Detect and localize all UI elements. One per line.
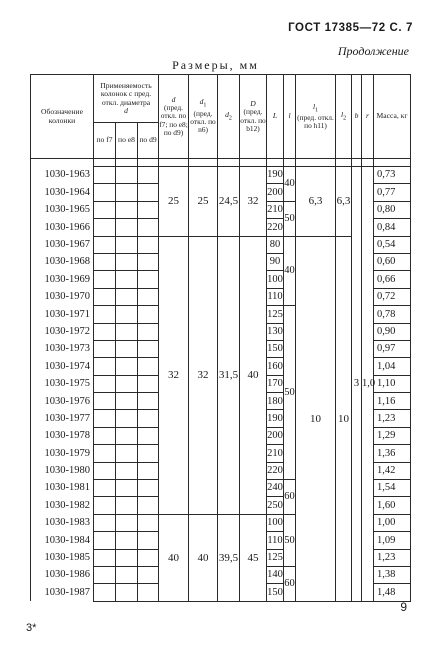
row-designation: 1030-1967 [31, 236, 94, 253]
col-d2-sub: 2 [228, 115, 232, 122]
cell-d9 [138, 201, 159, 218]
row-L: 190 [267, 167, 284, 184]
row-L: 125 [267, 306, 284, 323]
group1-d1: 25 [189, 167, 218, 237]
l-value: 60 [284, 566, 296, 601]
cell-f7 [94, 306, 116, 323]
common-r: 1,0 [362, 167, 374, 602]
row-designation: 1030-1979 [31, 445, 94, 462]
row-mass: 0,60 [374, 253, 411, 270]
group1-l2: 6,3 [336, 167, 352, 237]
col-d [159, 75, 189, 159]
cell-f7 [94, 532, 116, 549]
cell-e8 [116, 271, 138, 288]
row-designation: 1030-1984 [31, 532, 94, 549]
col-D-note: (пред. откл. по b12) [240, 107, 266, 133]
page-number: 9 [400, 600, 407, 614]
cell-e8 [116, 584, 138, 601]
cell-d9 [138, 497, 159, 514]
row-mass: 0,66 [374, 271, 411, 288]
cell-d9 [138, 410, 159, 427]
row-designation: 1030-1987 [31, 584, 94, 601]
col-applicability [94, 75, 159, 123]
cell-d9 [138, 219, 159, 236]
row-L: 140 [267, 566, 284, 583]
row-mass: 0,97 [374, 340, 411, 357]
row-L: 250 [267, 497, 284, 514]
row-designation: 1030-1971 [31, 306, 94, 323]
row-designation: 1030-1970 [31, 288, 94, 305]
col-sub-d9: по d9 [138, 123, 159, 159]
row-L: 210 [267, 445, 284, 462]
row-designation: 1030-1974 [31, 358, 94, 375]
footer-mark: 3* [26, 622, 37, 634]
row-designation: 1030-1982 [31, 497, 94, 514]
cell-d9 [138, 480, 159, 497]
col-d-symbol: d [171, 94, 176, 104]
row-L: 160 [267, 358, 284, 375]
cell-f7 [94, 410, 116, 427]
l-value: 40 [284, 236, 296, 306]
row-L: 180 [267, 393, 284, 410]
cell-e8 [116, 184, 138, 201]
cell-f7 [94, 201, 116, 218]
row-designation: 1030-1973 [31, 340, 94, 357]
row-designation: 1030-1972 [31, 323, 94, 340]
row-designation: 1030-1985 [31, 549, 94, 566]
row-L: 150 [267, 584, 284, 601]
row-L: 110 [267, 288, 284, 305]
cell-e8 [116, 219, 138, 236]
row-mass: 0,78 [374, 306, 411, 323]
col-r [362, 75, 374, 159]
row-mass: 0,73 [374, 167, 411, 184]
cell-e8 [116, 462, 138, 479]
cell-d9 [138, 271, 159, 288]
cell-d9 [138, 306, 159, 323]
col-designation: Обозначение колонки [31, 75, 94, 159]
cell-e8 [116, 236, 138, 253]
cell-f7 [94, 375, 116, 392]
col-mass: Масса, кг [374, 75, 411, 159]
common-l2: 10 [336, 236, 352, 601]
col-L [267, 75, 284, 159]
row-mass: 1,60 [374, 497, 411, 514]
cell-f7 [94, 462, 116, 479]
l-value: 60 [284, 480, 296, 515]
row-mass: 0,90 [374, 323, 411, 340]
row-designation: 1030-1983 [31, 514, 94, 531]
cell-f7 [94, 167, 116, 184]
row-designation: 1030-1968 [31, 253, 94, 270]
col-d-note: (пред. откл. по f7; по e8; по d9) [159, 102, 188, 138]
cell-e8 [116, 497, 138, 514]
group1-d: 25 [159, 167, 189, 237]
cell-f7 [94, 549, 116, 566]
row-mass: 0,77 [374, 184, 411, 201]
group3-d2: 39,5 [218, 514, 240, 601]
cell-e8 [116, 566, 138, 583]
row-mass: 1,10 [374, 375, 411, 392]
col-d2 [218, 75, 240, 159]
row-designation: 1030-1975 [31, 375, 94, 392]
row-L: 100 [267, 514, 284, 531]
cell-e8 [116, 253, 138, 270]
col-d1-note: (пред. откл. по n6) [190, 108, 216, 135]
continuation-note: Продолжение [337, 44, 409, 58]
row-designation: 1030-1980 [31, 462, 94, 479]
group2-D: 40 [240, 236, 267, 514]
cell-d9 [138, 253, 159, 270]
cell-e8 [116, 427, 138, 444]
cell-e8 [116, 375, 138, 392]
cell-d9 [138, 462, 159, 479]
group3-d: 40 [159, 514, 189, 601]
table-title: Размеры, мм [172, 58, 259, 72]
row-designation: 1030-1976 [31, 393, 94, 410]
row-mass: 1,23 [374, 549, 411, 566]
group2-d2: 31,5 [218, 236, 240, 514]
col-b-symbol: b [354, 111, 359, 121]
col-l1-symbol: l [312, 101, 316, 111]
col-l2 [336, 75, 352, 159]
col-d1 [189, 75, 218, 159]
cell-f7 [94, 497, 116, 514]
row-designation: 1030-1966 [31, 219, 94, 236]
col-l1 [296, 75, 336, 159]
cell-d9 [138, 549, 159, 566]
cell-e8 [116, 288, 138, 305]
cell-f7 [94, 236, 116, 253]
col-d2-symbol: d [225, 109, 229, 119]
row-L: 220 [267, 462, 284, 479]
col-applicability-label: Применяемость колонок с пред. откл. диаметра [100, 80, 152, 107]
cell-d9 [138, 288, 159, 305]
col-d1-sub: 1 [203, 102, 207, 109]
l-value: 40 [284, 167, 296, 202]
cell-f7 [94, 358, 116, 375]
cell-d9 [138, 427, 159, 444]
group2-d: 32 [159, 236, 189, 514]
col-D-symbol: D [250, 98, 256, 108]
cell-f7 [94, 445, 116, 462]
row-L: 110 [267, 532, 284, 549]
cell-f7 [94, 514, 116, 531]
col-l1-note: (пред. откл. по h11) [297, 112, 334, 131]
cell-f7 [94, 480, 116, 497]
row-mass: 0,80 [374, 201, 411, 218]
row-L: 130 [267, 323, 284, 340]
row-L: 200 [267, 184, 284, 201]
dimensions-table [30, 74, 411, 602]
row-designation: 1030-1978 [31, 427, 94, 444]
row-L: 150 [267, 340, 284, 357]
row-mass: 0,84 [374, 219, 411, 236]
common-b: 3 [352, 167, 362, 602]
cell-e8 [116, 480, 138, 497]
group1-d2: 24,5 [218, 167, 240, 237]
cell-d9 [138, 358, 159, 375]
cell-e8 [116, 532, 138, 549]
row-L: 90 [267, 253, 284, 270]
row-L: 80 [267, 236, 284, 253]
row-designation: 1030-1964 [31, 184, 94, 201]
cell-d9 [138, 393, 159, 410]
row-mass: 1,54 [374, 480, 411, 497]
group3-d1: 40 [189, 514, 218, 601]
cell-f7 [94, 323, 116, 340]
group3-D: 45 [240, 514, 267, 601]
row-L: 170 [267, 375, 284, 392]
cell-e8 [116, 306, 138, 323]
l-value: 50 [284, 306, 296, 480]
cell-f7 [94, 219, 116, 236]
col-b [352, 75, 362, 159]
l-value: 50 [284, 514, 296, 566]
cell-d9 [138, 584, 159, 601]
row-mass: 1,42 [374, 462, 411, 479]
col-l [284, 75, 296, 159]
col-sub-e8: по e8 [116, 123, 138, 159]
row-mass: 1,04 [374, 358, 411, 375]
row-L: 125 [267, 549, 284, 566]
cell-f7 [94, 271, 116, 288]
cell-e8 [116, 167, 138, 184]
col-l-symbol: l [288, 111, 291, 121]
row-mass: 1,09 [374, 532, 411, 549]
col-sub-f7: по f7 [94, 123, 116, 159]
cell-f7 [94, 566, 116, 583]
row-designation: 1030-1969 [31, 271, 94, 288]
row-mass: 1,29 [374, 427, 411, 444]
cell-e8 [116, 358, 138, 375]
cell-e8 [116, 340, 138, 357]
row-mass: 0,72 [374, 288, 411, 305]
col-applicability-d: d [124, 105, 128, 115]
cell-e8 [116, 410, 138, 427]
row-mass: 0,54 [374, 236, 411, 253]
cell-d9 [138, 236, 159, 253]
row-mass: 1,36 [374, 445, 411, 462]
cell-d9 [138, 445, 159, 462]
cell-d9 [138, 514, 159, 531]
cell-e8 [116, 514, 138, 531]
col-L-symbol: L [272, 111, 278, 121]
common-l1: 10 [296, 236, 336, 601]
cell-e8 [116, 393, 138, 410]
group1-D: 32 [240, 167, 267, 237]
col-r-symbol: r [366, 111, 369, 121]
cell-f7 [94, 184, 116, 201]
cell-d9 [138, 532, 159, 549]
row-designation: 1030-1986 [31, 566, 94, 583]
cell-f7 [94, 584, 116, 601]
group2-d1: 32 [189, 236, 218, 514]
col-l2-sub: 2 [343, 115, 347, 122]
cell-d9 [138, 167, 159, 184]
cell-e8 [116, 445, 138, 462]
cell-e8 [116, 323, 138, 340]
cell-f7 [94, 393, 116, 410]
cell-d9 [138, 375, 159, 392]
table-row [31, 167, 411, 184]
group1-l1: 6,3 [296, 167, 336, 237]
cell-e8 [116, 549, 138, 566]
cell-d9 [138, 323, 159, 340]
row-L: 210 [267, 201, 284, 218]
l-value: 50 [284, 201, 296, 236]
cell-f7 [94, 340, 116, 357]
col-d1-symbol: d [199, 97, 204, 107]
table-gap-row [31, 159, 411, 167]
row-mass: 1,38 [374, 566, 411, 583]
col-l2-symbol: l [340, 109, 344, 119]
row-mass: 1,00 [374, 514, 411, 531]
row-designation: 1030-1965 [31, 201, 94, 218]
col-l1-sub: 1 [315, 107, 319, 114]
row-L: 100 [267, 271, 284, 288]
cell-f7 [94, 253, 116, 270]
cell-d9 [138, 566, 159, 583]
row-L: 190 [267, 410, 284, 427]
row-L: 200 [267, 427, 284, 444]
row-L: 220 [267, 219, 284, 236]
row-mass: 1,48 [374, 584, 411, 601]
standard-code: ГОСТ 17385—72 С. 7 [288, 22, 413, 34]
row-designation: 1030-1963 [31, 167, 94, 184]
row-mass: 1,16 [374, 393, 411, 410]
row-L: 240 [267, 480, 284, 497]
cell-f7 [94, 427, 116, 444]
cell-f7 [94, 288, 116, 305]
cell-d9 [138, 184, 159, 201]
row-designation: 1030-1977 [31, 410, 94, 427]
row-designation: 1030-1981 [31, 480, 94, 497]
row-mass: 1,23 [374, 410, 411, 427]
cell-d9 [138, 340, 159, 357]
cell-e8 [116, 201, 138, 218]
col-D [240, 75, 267, 159]
